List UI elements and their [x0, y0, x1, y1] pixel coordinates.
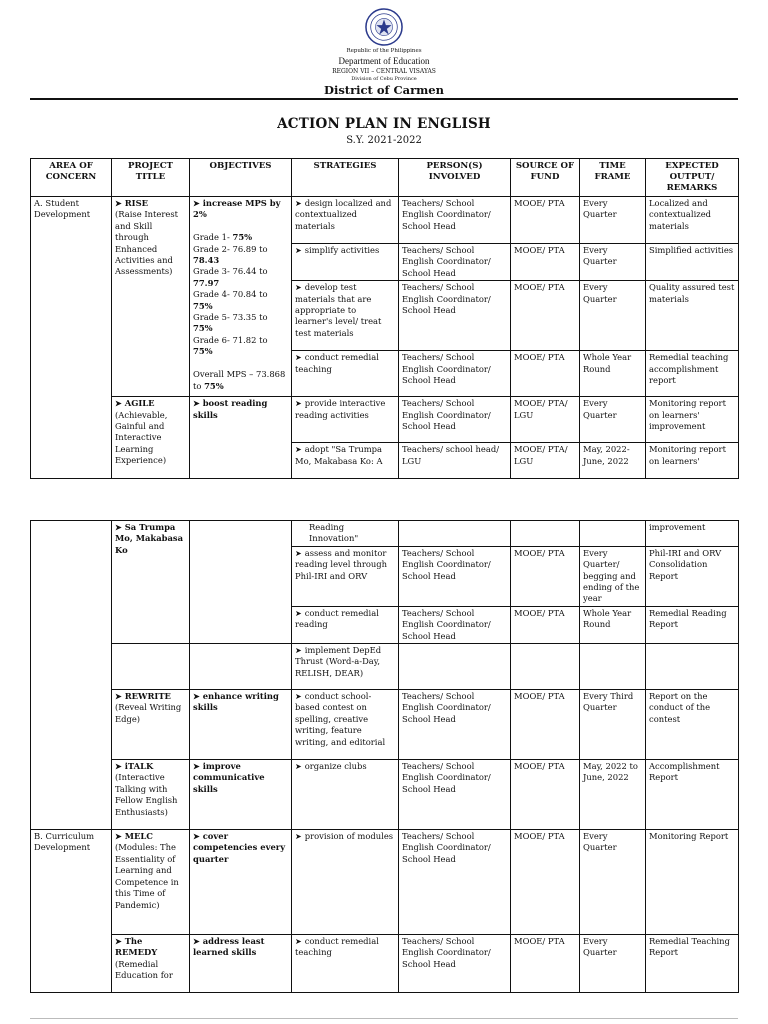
page-bottom-edge: [30, 1018, 738, 1019]
objective-cell: [190, 397, 292, 479]
grade-label: Grade 6- 71.82 to: [193, 334, 268, 345]
table-row: [31, 397, 739, 443]
grade-line: [193, 312, 268, 333]
table-header-row: [31, 159, 739, 197]
fund-cell: MOOE/ PTA: [511, 606, 580, 643]
strategy-cell: [292, 606, 399, 643]
column-header: OBJECTIVES: [190, 159, 292, 197]
strategy-cell: [292, 546, 399, 606]
strategy-cell: [292, 351, 399, 397]
persons-cell: [399, 644, 511, 690]
deped-seal-icon: [365, 8, 403, 46]
strategy-text: ➤ conduct remedial teaching: [295, 936, 379, 957]
project-name: ➤ AGILE: [115, 398, 155, 408]
strategy-text: ➤ conduct remedial reading: [295, 608, 379, 629]
project-description: (Interactive Talking with Fellow English Enthusiasts): [115, 772, 178, 817]
time-cell: [580, 521, 646, 547]
grade-target: 75%: [193, 346, 213, 357]
header-republic: Republic of the Philippines: [346, 48, 422, 54]
strategy-text: ➤ assess and monitor reading level through Phil-IRI and ORV: [295, 548, 387, 581]
area-cell: A. Student Development: [31, 197, 112, 479]
overall-label: Overall MPS – 73.868 to: [193, 369, 286, 391]
persons-cell: Teachers/ School English Coordinator/ School Head: [399, 690, 511, 760]
time-cell: Every Quarter: [580, 935, 646, 993]
action-plan-table-2: [30, 520, 739, 993]
persons-cell: Teachers/ School English Coordinator/ School Head: [399, 606, 511, 643]
time-cell: May, 2022 to June, 2022: [580, 760, 646, 830]
time-cell: May, 2022- June, 2022: [580, 443, 646, 479]
header-district: District of Carmen: [323, 83, 444, 97]
persons-cell: Teachers/ School English Coordinator/ School Head: [399, 281, 511, 351]
column-header: PROJECT TITLE: [112, 159, 190, 197]
grade-target: 77.97: [193, 277, 220, 288]
strategy-cell: [292, 397, 399, 443]
overall-mps: [193, 369, 285, 390]
persons-cell: [399, 521, 511, 547]
project-name: ➤ iTALK: [115, 761, 153, 771]
header-region: REGION VII – CENTRAL VISAYAS: [332, 68, 436, 75]
project-description: (Modules: The Essentiality of Learning and Competence in this Time of Pandemic): [115, 842, 179, 910]
column-header: STRATEGIES: [292, 159, 399, 197]
project-name: ➤ RISE: [115, 198, 148, 208]
objective-cell: [190, 197, 292, 397]
strategy-cell: [292, 443, 399, 479]
output-cell: Simplified activities: [646, 244, 739, 281]
strategy-text: Reading Innovation": [309, 522, 359, 544]
grade-target: 75%: [193, 323, 213, 334]
fund-cell: MOOE/ PTA: [511, 690, 580, 760]
fund-cell: MOOE/ PTA: [511, 935, 580, 993]
project-cell: [112, 521, 190, 644]
output-cell: Phil-IRI and ORV Consolidation Report: [646, 546, 739, 606]
table-row: [31, 644, 739, 690]
persons-cell: Teachers/ School English Coordinator/ School Head: [399, 351, 511, 397]
strategy-text: ➤ provision of modules: [295, 831, 393, 841]
time-cell: Every Quarter: [580, 830, 646, 935]
area-cell: [31, 521, 112, 830]
strategy-cell: [292, 281, 399, 351]
time-cell: Every Quarter: [580, 281, 646, 351]
school-year: S.Y. 2021-2022: [346, 135, 422, 146]
output-cell: Monitoring report on learners': [646, 443, 739, 479]
project-cell: [112, 397, 190, 479]
project-description: (Remedial Education for: [115, 958, 173, 981]
grade-line: [193, 232, 252, 242]
output-cell: Quality assured test materials: [646, 281, 739, 351]
output-cell: Monitoring report on learners' improvement: [646, 397, 739, 443]
table-row: [31, 197, 739, 244]
grade-line: [193, 335, 268, 356]
output-cell: Remedial teaching accomplishment report: [646, 351, 739, 397]
fund-cell: MOOE/ PTA: [511, 546, 580, 606]
strategy-text: ➤ organize clubs: [295, 761, 367, 771]
strategy-cell: [292, 644, 399, 690]
grade-label: Grade 3- 76.44 to: [193, 266, 268, 277]
grade-target: 75%: [193, 300, 213, 311]
table-row: [31, 521, 739, 547]
output-cell: Accomplishment Report: [646, 760, 739, 830]
strategy-text: ➤ simplify activities: [295, 245, 379, 255]
column-header: PERSON(S) INVOLVED: [399, 159, 511, 197]
objective-text: ➤ increase MPS by 2%: [193, 198, 280, 219]
time-cell: Every Quarter/ begging and ending of the year: [580, 546, 646, 606]
grade-label: Grade 2- 76.89 to: [193, 243, 268, 254]
header-divider: [30, 98, 738, 100]
output-cell: Report on the conduct of the contest: [646, 690, 739, 760]
table-row: [31, 760, 739, 830]
area-cell: B. Curriculum Development: [31, 830, 112, 993]
header-division: Division of Cebu Province: [351, 76, 417, 82]
objective-cell: [190, 935, 292, 993]
output-cell: [646, 644, 739, 690]
strategy-cell: [292, 521, 399, 547]
grade-target: 75%: [232, 232, 253, 243]
strategy-text: ➤ conduct school-based contest on spelling, creative writing, feature writing, and editorial: [295, 691, 385, 747]
document-title: ACTION PLAN IN ENGLISH: [277, 116, 491, 132]
persons-cell: Teachers/ school head/ LGU: [399, 443, 511, 479]
objective-cell: [190, 830, 292, 935]
strategy-text: ➤ develop test materials that are appropriate to learner's level/ treat test materials: [295, 282, 381, 338]
project-cell: [112, 830, 190, 935]
project-cell: [112, 644, 190, 690]
time-cell: Every Quarter: [580, 397, 646, 443]
grade-label: Grade 1-: [193, 232, 233, 243]
project-name: ➤ MELC: [115, 831, 153, 841]
time-cell: Every Third Quarter: [580, 690, 646, 760]
strategy-cell: [292, 760, 399, 830]
grade-line: [193, 244, 268, 265]
objective-text: ➤ boost reading skills: [193, 398, 267, 419]
project-description: (Raise Interest and Skill through Enhanced Activities and Assessments): [115, 209, 179, 277]
project-name: ➤ REWRITE: [115, 691, 171, 701]
project-description: (Reveal Writing Edge): [115, 702, 182, 724]
objective-text: ➤ enhance writing skills: [193, 691, 279, 712]
strategy-cell: [292, 935, 399, 993]
grade-label: Grade 4- 70.84 to: [193, 289, 268, 300]
grade-line: [193, 289, 268, 310]
objective-text: ➤ cover competencies every quarter: [193, 831, 285, 864]
grade-label: Grade 5- 73.35 to: [193, 312, 268, 323]
header-department: Department of Education: [338, 56, 430, 66]
column-header: AREA OF CONCERN: [31, 159, 112, 197]
fund-cell: MOOE/ PTA: [511, 281, 580, 351]
grade-target: 78.43: [193, 255, 220, 266]
fund-cell: MOOE/ PTA: [511, 197, 580, 244]
objective-cell: [190, 644, 292, 690]
project-name: ➤ The REMEDY: [115, 936, 157, 957]
objective-text: ➤ improve communicative skills: [193, 761, 265, 794]
strategy-cell: [292, 830, 399, 935]
strategy-cell: [292, 197, 399, 244]
time-cell: Whole Year Round: [580, 351, 646, 397]
objective-text: ➤ address least learned skills: [193, 936, 264, 957]
fund-cell: MOOE/ PTA: [511, 830, 580, 935]
strategy-text: ➤ conduct remedial teaching: [295, 352, 379, 373]
column-header: TIME FRAME: [580, 159, 646, 197]
fund-cell: [511, 521, 580, 547]
persons-cell: Teachers/ School English Coordinator/ School Head: [399, 935, 511, 993]
project-description: (Achievable, Gainful and Interactive Learning Experience): [115, 409, 168, 466]
persons-cell: Teachers/ School English Coordinator/ School Head: [399, 244, 511, 281]
project-cell: [112, 197, 190, 397]
overall-target: 75%: [204, 380, 224, 391]
persons-cell: Teachers/ School English Coordinator/ School Head: [399, 546, 511, 606]
output-cell: Remedial Teaching Report: [646, 935, 739, 993]
strategy-cell: [292, 244, 399, 281]
action-plan-table-1: [30, 158, 739, 479]
time-cell: Every Quarter: [580, 197, 646, 244]
table-row: [31, 690, 739, 760]
strategy-text: ➤ implement DepEd Thrust (Word-a-Day, RELISH, DEAR): [295, 645, 381, 678]
strategy-cell: [292, 690, 399, 760]
table-row: [31, 830, 739, 935]
persons-cell: Teachers/ School English Coordinator/ School Head: [399, 197, 511, 244]
time-cell: [580, 644, 646, 690]
column-header: SOURCE OF FUND: [511, 159, 580, 197]
objective-cell: [190, 760, 292, 830]
output-cell: Remedial Reading Report: [646, 606, 739, 643]
fund-cell: MOOE/ PTA: [511, 760, 580, 830]
persons-cell: Teachers/ School English Coordinator/ School Head: [399, 830, 511, 935]
objective-cell: [190, 690, 292, 760]
grade-line: [193, 266, 268, 287]
project-cell: [112, 690, 190, 760]
table-row: [31, 935, 739, 993]
project-name: ➤ Sa Trumpa Mo, Makabasa Ko: [115, 522, 183, 555]
time-cell: Whole Year Round: [580, 606, 646, 643]
fund-cell: MOOE/ PTA/ LGU: [511, 443, 580, 479]
fund-cell: [511, 644, 580, 690]
output-cell: Localized and contextualized materials: [646, 197, 739, 244]
persons-cell: Teachers/ School English Coordinator/ School Head: [399, 760, 511, 830]
time-cell: Every Quarter: [580, 244, 646, 281]
output-cell: Monitoring Report: [646, 830, 739, 935]
strategy-text: ➤ adopt "Sa Trumpa Mo, Makabasa Ko: A: [295, 444, 383, 465]
project-cell: [112, 760, 190, 830]
objective-cell: [190, 521, 292, 644]
fund-cell: MOOE/ PTA: [511, 351, 580, 397]
fund-cell: MOOE/ PTA: [511, 244, 580, 281]
output-cell: improvement: [646, 521, 739, 547]
fund-cell: MOOE/ PTA/ LGU: [511, 397, 580, 443]
strategy-text: ➤ provide interactive reading activities: [295, 398, 385, 419]
persons-cell: Teachers/ School English Coordinator/ School Head: [399, 397, 511, 443]
project-cell: [112, 935, 190, 993]
column-header: EXPECTED OUTPUT/ REMARKS: [646, 159, 739, 197]
strategy-text: ➤ design localized and contextualized materials: [295, 198, 391, 231]
